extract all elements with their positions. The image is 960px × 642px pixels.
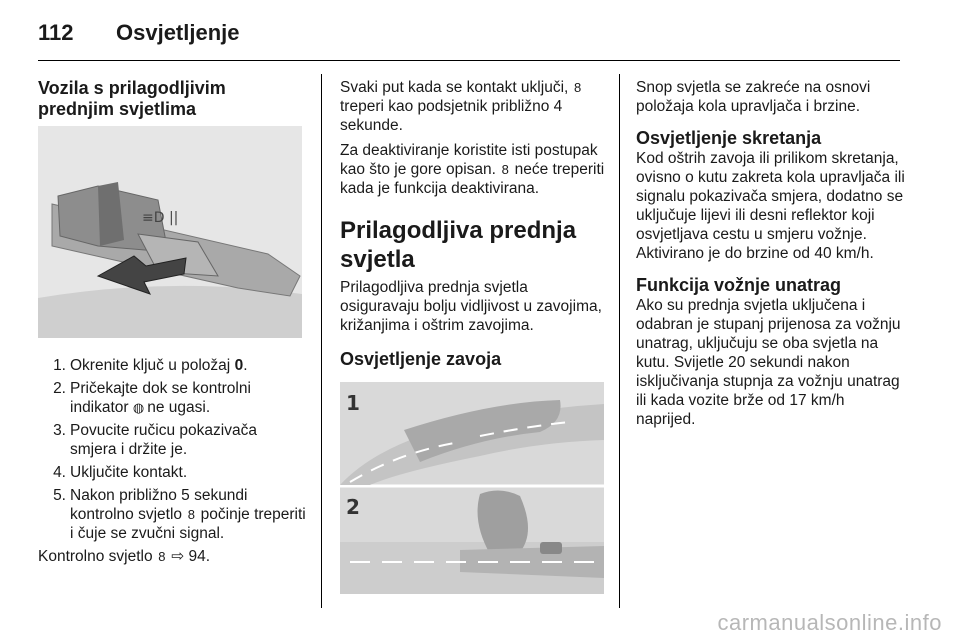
page-header [38,20,240,50]
afl-indicator-icon: 8 [187,507,195,522]
section-heading-adaptive-lights: Prilagodljiva prednja svjetla [340,217,577,273]
cross-reference: Kontrolno svjetlo 8 ⇨ 94. [38,548,211,565]
list-item: 3. Povucite ručicu pokazivača smjera i držite je. [53,422,257,458]
column-divider-2 [619,74,620,608]
paragraph: Prilagodljiva prednja svjetla osiguravaju bolju vidljivost u zavojima, križanjima i oštrim zavojima. [340,279,602,334]
figure-label: 2 [346,495,360,519]
column-1 [38,78,306,572]
subheading-reverse-function: Funkcija vožnje unatrag [636,275,842,295]
list-item: 2. Pričekajte dok se kontrolni indikator ◍ ne ugasi. [53,380,251,416]
figure-label: 1 [346,391,360,415]
watermark: carmanualsonline.info [717,610,942,635]
afl-indicator-icon: 8 [501,162,509,177]
subheading-turn-lighting: Osvjetljenje skretanja [636,128,822,148]
list-item: 5. Nakon približno 5 sekundi kontrolno svjetlo 8 počinje treperiti i čuje se zvučni signal. [53,487,306,542]
column-2 [340,78,608,594]
stalk-illustration [38,126,302,338]
svg-text:≡D ||: ≡D || [142,210,179,226]
afl-indicator-icon: 8 [158,549,166,564]
procedure-steps [38,356,306,543]
header-rule [38,60,900,61]
paragraph: Kod oštrih zavoja ili prilikom skretanja, ovisno o kutu zakreta kola upravljača ili signalu pokazivača smjera, dodatno se uključuje lijevi ili desni reflektor koji osvjetljava cestu u smjeru vožnje. Aktivirano je do brzine od 40 km/h. [636,150,905,262]
list-item: 1. Okrenite ključ u položaj 0. [53,357,248,374]
column-3 [636,78,906,435]
page-ref-arrow-icon: ⇨ [171,548,185,565]
afl-indicator-icon: 8 [574,80,582,95]
column-divider-1 [321,74,322,608]
section-heading-adaptive-vehicles: Vozila s prilagodljivim prednjim svjetlima [38,78,226,119]
paragraph: Svaki put kada se kontakt uključi, 8 treperi kao podsjetnik približno 4 sekunde. [340,79,582,134]
paragraph: Za deaktiviranje koristite isti postupak kao što je gore opisan. 8 neće treperiti kada je funkcija deaktivirana. [340,142,605,197]
paragraph: Ako su prednja svjetla uključena i odabran je stupanj prijenosa za vožnju unatrag, uključuju se oba svjetla na kutu. Svijetle 20 sekundi nakon isključivanja stupnja za vožnju unatrag ili kada vozite brže od 17 km/h naprijed. [636,297,901,428]
bulb-warning-icon: ◍ [132,400,145,415]
subheading-curve-lighting: Osvjetljenje zavoja [340,349,502,369]
page-number: 112 [38,20,74,45]
page-ref-link[interactable]: 94. [188,548,211,565]
curve-lighting-illustration [340,382,604,594]
paragraph: Snop svjetla se zakreće na osnovi položaja kola upravljača i brzine. [636,79,871,115]
list-item: 4. Uključite kontakt. [53,464,188,481]
page-title: Osvjetljenje [116,20,240,45]
